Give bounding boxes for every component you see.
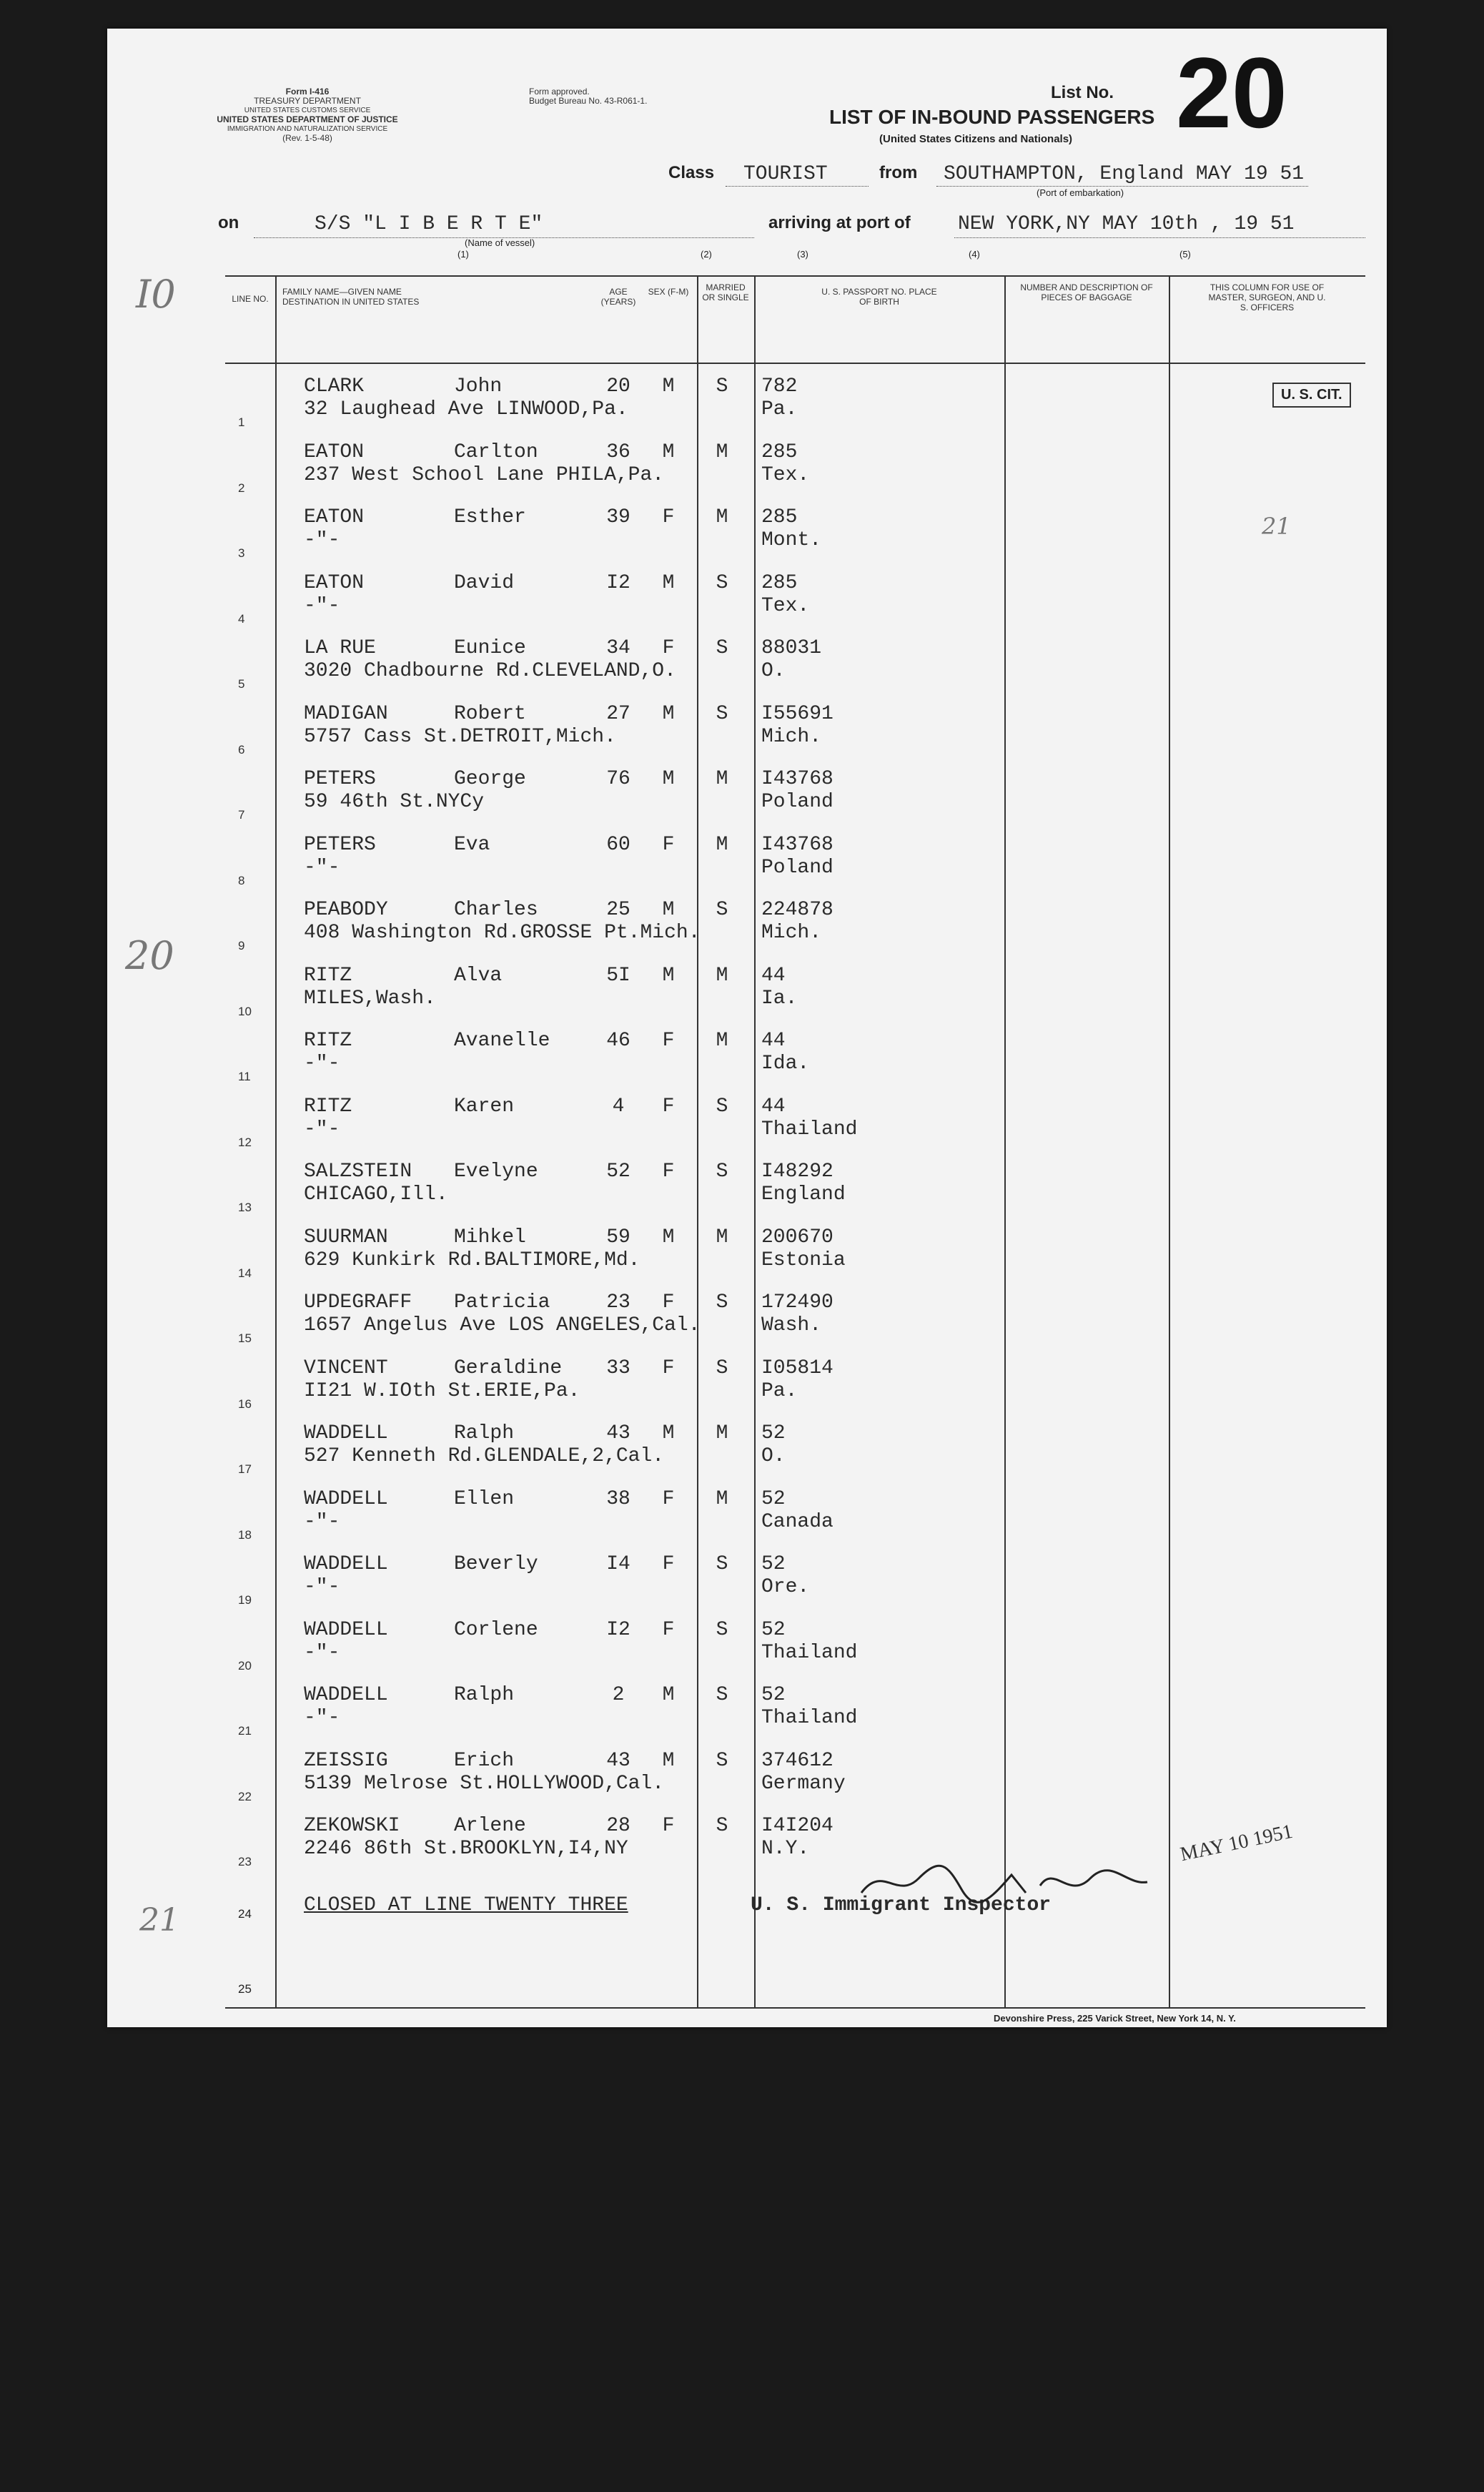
given-name: Avanelle	[454, 1030, 550, 1052]
col-num-3: (3)	[797, 249, 808, 260]
given-name: Evelyne	[454, 1161, 538, 1183]
col-header-family: FAMILY NAME—GIVEN NAME DESTINATION IN UNITED STATES	[282, 287, 420, 307]
destination-address: 32 Laughead Ave LINWOOD,Pa.	[304, 398, 628, 420]
place-of-birth: Tex.	[761, 463, 810, 486]
passport-number: 44	[761, 964, 786, 987]
line-number: 23	[238, 1855, 252, 1868]
line-number: 3	[238, 546, 245, 560]
given-name: Eunice	[454, 637, 526, 659]
sex: F	[662, 637, 675, 659]
family-name: WADDELL	[304, 1684, 388, 1706]
table-row	[225, 499, 1365, 565]
line-number: 12	[238, 1135, 252, 1149]
col-header-age: AGE (YEARS)	[600, 287, 636, 307]
sex: M	[662, 1226, 675, 1249]
sex: M	[662, 768, 675, 790]
line-number: 17	[238, 1462, 252, 1476]
passport-number: 172490	[761, 1291, 833, 1314]
given-name: Beverly	[454, 1553, 538, 1575]
family-name: CLARK	[304, 375, 365, 398]
family-name: RITZ	[304, 1030, 352, 1052]
place-of-birth: Pa.	[761, 1379, 798, 1402]
marital-status: S	[716, 1815, 728, 1837]
passport-number: 285	[761, 506, 798, 528]
family-name: PETERS	[304, 768, 376, 790]
passport-number: 200670	[761, 1226, 833, 1249]
age: 27	[606, 702, 630, 725]
marital-status: S	[716, 1161, 728, 1183]
line-number: 1	[238, 415, 245, 429]
class-underline	[726, 186, 869, 187]
destination-address: 5139 Melrose St.HOLLYWOOD,Cal.	[304, 1772, 665, 1795]
age: 43	[606, 1422, 630, 1444]
table-row	[225, 565, 1365, 631]
marital-status: S	[716, 1553, 728, 1575]
marital-status: S	[716, 637, 728, 659]
table-row	[225, 1350, 1365, 1416]
table-row	[225, 1546, 1365, 1612]
family-name: WADDELL	[304, 1487, 388, 1510]
document-title: LIST OF IN-BOUND PASSENGERS	[829, 106, 1155, 128]
family-name: RITZ	[304, 964, 352, 987]
sex: F	[662, 1815, 675, 1837]
marital-status: M	[716, 768, 728, 790]
marital-status: S	[716, 1356, 728, 1379]
table-row	[225, 1612, 1365, 1678]
destination-address: -"-	[304, 594, 340, 617]
passport-number: I48292	[761, 1161, 833, 1183]
destination-address: -"-	[304, 1641, 340, 1664]
place-of-birth: N.Y.	[761, 1838, 810, 1860]
passport-number: 374612	[761, 1749, 833, 1772]
marital-status: M	[716, 1422, 728, 1444]
from-label: from	[879, 163, 918, 182]
place-of-birth: Pa.	[761, 398, 798, 420]
passport-number: 224878	[761, 899, 833, 921]
table-row	[225, 761, 1365, 827]
table-row	[225, 696, 1365, 762]
place-of-birth: Mich.	[761, 725, 822, 748]
given-name: George	[454, 768, 526, 790]
from-value: SOUTHAMPTON, England MAY 19 51	[944, 163, 1305, 185]
officer-note: 21	[1262, 513, 1291, 540]
given-name: Arlene	[454, 1815, 526, 1837]
form-header-left	[214, 87, 400, 143]
sex: F	[662, 1553, 675, 1575]
age: 5I	[606, 964, 630, 987]
sex: M	[662, 375, 675, 398]
age: 28	[606, 1815, 630, 1837]
age: 4	[612, 1095, 625, 1118]
marital-status: M	[716, 1030, 728, 1052]
ins-label: IMMIGRATION AND NATURALIZATION SERVICE	[227, 125, 388, 133]
treasury-label: TREASURY DEPARTMENT	[254, 96, 361, 106]
family-name: PEABODY	[304, 899, 388, 921]
destination-address: CHICAGO,Ill.	[304, 1183, 448, 1206]
approved-label: Form approved.	[529, 87, 590, 97]
col-num-2: (2)	[701, 249, 712, 260]
destination-address: 408 Washington Rd.GROSSE Pt.Mich.	[304, 922, 701, 944]
place-of-birth: O.	[761, 660, 786, 682]
age: 59	[606, 1226, 630, 1249]
table-row	[225, 827, 1365, 892]
destination-address: -"-	[304, 856, 340, 879]
place-of-birth: Thailand	[761, 1118, 858, 1141]
family-name: WADDELL	[304, 1618, 388, 1641]
destination-address: II21 W.IOth St.ERIE,Pa.	[304, 1379, 580, 1402]
col-num-4: (4)	[969, 249, 980, 260]
marital-status: S	[716, 571, 728, 594]
form-number: Form I-416	[285, 87, 330, 97]
sex: F	[662, 1356, 675, 1379]
family-name: WADDELL	[304, 1553, 388, 1575]
destination-address: 629 Kunkirk Rd.BALTIMORE,Md.	[304, 1249, 640, 1271]
table-row	[225, 1677, 1365, 1743]
age: 43	[606, 1749, 630, 1772]
destination-address: 237 West School Lane PHILA,Pa.	[304, 463, 665, 486]
class-label: Class	[668, 163, 715, 182]
marital-status: M	[716, 1487, 728, 1510]
family-name: SUURMAN	[304, 1226, 388, 1249]
list-number-label: List No.	[1051, 83, 1114, 102]
table-row	[225, 1219, 1365, 1285]
line-number: 11	[238, 1070, 251, 1083]
table-row	[225, 1284, 1365, 1350]
table-row	[225, 1743, 1365, 1808]
age: 76	[606, 768, 630, 790]
line-number-24: 24	[238, 1907, 252, 1921]
passport-number: I4I204	[761, 1815, 833, 1837]
place-of-birth: O.	[761, 1445, 786, 1467]
passport-number: I05814	[761, 1356, 833, 1379]
on-label: on	[218, 213, 239, 232]
marital-status: S	[716, 1095, 728, 1118]
table-row	[225, 957, 1365, 1023]
port-embarkation-label: (Port of embarkation)	[1037, 187, 1124, 198]
marital-status: M	[716, 833, 728, 856]
table-row	[225, 434, 1365, 500]
family-name: UPDEGRAFF	[304, 1291, 412, 1314]
passport-number: 52	[761, 1684, 786, 1706]
destination-address: -"-	[304, 1510, 340, 1533]
col-header-line-no: LINE NO.	[232, 294, 269, 304]
given-name: Eva	[454, 833, 490, 856]
place-of-birth: Mich.	[761, 922, 822, 944]
us-citizen-stamp: U. S. CIT.	[1272, 383, 1351, 408]
margin-note: I0	[136, 272, 176, 317]
age: 36	[606, 440, 630, 463]
passport-number: 52	[761, 1618, 786, 1641]
age: 23	[606, 1291, 630, 1314]
destination-address: 5757 Cass St.DETROIT,Mich.	[304, 725, 616, 748]
from-underline	[936, 186, 1308, 187]
margin-note: 20	[125, 933, 174, 978]
table-row	[225, 892, 1365, 957]
given-name: Corlene	[454, 1618, 538, 1641]
line-number: 10	[238, 1004, 252, 1018]
line-number: 15	[238, 1331, 252, 1345]
place-of-birth: Estonia	[761, 1249, 846, 1271]
col-header-officers: THIS COLUMN FOR USE OF MASTER, SURGEON, AND U. S. OFFICERS	[1208, 282, 1326, 312]
destination-address: MILES,Wash.	[304, 987, 436, 1010]
place-of-birth: England	[761, 1183, 846, 1206]
given-name: Charles	[454, 899, 538, 921]
vessel-name: S/S "L I B E R T E"	[315, 213, 543, 235]
place-of-birth: Ida.	[761, 1053, 810, 1075]
place-of-birth: Mont.	[761, 529, 822, 551]
place-of-birth: Tex.	[761, 594, 810, 617]
sex: F	[662, 1618, 675, 1641]
customs-label: UNITED STATES CUSTOMS SERVICE	[244, 107, 371, 114]
justice-label: UNITED STATES DEPARTMENT OF JUSTICE	[217, 114, 398, 124]
manifest-page	[107, 29, 1387, 2027]
table-row	[225, 630, 1365, 696]
line-number: 14	[238, 1266, 252, 1280]
sex: F	[662, 1030, 675, 1052]
line-number: 5	[238, 677, 245, 691]
destination-address: 527 Kenneth Rd.GLENDALE,2,Cal.	[304, 1445, 665, 1467]
destination-address: 3020 Chadbourne Rd.CLEVELAND,O.	[304, 660, 676, 682]
age: I4	[606, 1553, 630, 1575]
passport-number: 88031	[761, 637, 822, 659]
sex: F	[662, 1487, 675, 1510]
family-name: ZEISSIG	[304, 1749, 388, 1772]
table-row	[225, 368, 1365, 434]
destination-address: -"-	[304, 1118, 340, 1141]
passport-number: I43768	[761, 768, 833, 790]
col-header-baggage: NUMBER AND DESCRIPTION OF PIECES OF BAGGAGE	[1020, 282, 1153, 302]
given-name: Karen	[454, 1095, 515, 1118]
age: 2	[612, 1684, 625, 1706]
place-of-birth: Wash.	[761, 1314, 822, 1336]
closed-text: CLOSED AT LINE TWENTY THREE	[304, 1894, 628, 1916]
form-approval	[529, 87, 647, 106]
table-row	[225, 1153, 1365, 1219]
age: 38	[606, 1487, 630, 1510]
given-name: Ellen	[454, 1487, 515, 1510]
line-number: 19	[238, 1593, 252, 1607]
passport-number: I43768	[761, 833, 833, 856]
given-name: Carlton	[454, 440, 538, 463]
line-number: 6	[238, 742, 245, 757]
class-value: TOURIST	[743, 163, 828, 185]
given-name: Robert	[454, 702, 526, 725]
age: 39	[606, 506, 630, 528]
sex: F	[662, 1291, 675, 1314]
arrival-value: NEW YORK,NY MAY 10th , 19 51	[958, 213, 1295, 235]
place-of-birth: Ia.	[761, 987, 798, 1010]
destination-address: 2246 86th St.BROOKLYN,I4,NY	[304, 1838, 628, 1860]
age: 33	[606, 1356, 630, 1379]
given-name: Erich	[454, 1749, 515, 1772]
table-row	[225, 1481, 1365, 1547]
destination-address: -"-	[304, 529, 340, 551]
arrival-underline	[954, 237, 1365, 238]
given-name: Esther	[454, 506, 526, 528]
inspector-label: U. S. Immigrant Inspector	[751, 1894, 1052, 1916]
line-number: 4	[238, 611, 245, 626]
table-row	[225, 1415, 1365, 1481]
given-name: David	[454, 571, 515, 594]
revision-label: (Rev. 1-5-48)	[282, 133, 332, 143]
place-of-birth: Poland	[761, 791, 833, 813]
line-number-25: 25	[238, 1982, 252, 1996]
table-row	[225, 1088, 1365, 1154]
line-number: 16	[238, 1397, 252, 1411]
marital-status: M	[716, 506, 728, 528]
sex: M	[662, 440, 675, 463]
col-num-5: (5)	[1179, 249, 1191, 260]
marital-status: S	[716, 1684, 728, 1706]
marital-status: S	[716, 375, 728, 398]
marital-status: S	[716, 899, 728, 921]
sex: M	[662, 702, 675, 725]
date-stamp: MAY 10 1951	[1178, 1820, 1295, 1866]
family-name: EATON	[304, 440, 365, 463]
destination-address: -"-	[304, 1707, 340, 1729]
sex: M	[662, 899, 675, 921]
sex: M	[662, 1422, 675, 1444]
age: I2	[606, 571, 630, 594]
line-number: 13	[238, 1201, 252, 1214]
family-name: MADIGAN	[304, 702, 388, 725]
marital-status: M	[716, 1226, 728, 1249]
printer-footer: Devonshire Press, 225 Varick Street, New York 14, N. Y.	[994, 2013, 1236, 2024]
marital-status: S	[716, 1618, 728, 1641]
line-number: 7	[238, 808, 245, 822]
family-name: EATON	[304, 506, 365, 528]
col-header-married: MARRIED OR SINGLE	[702, 282, 749, 302]
given-name: Geraldine	[454, 1356, 563, 1379]
passport-number: 52	[761, 1553, 786, 1575]
destination-address: -"-	[304, 1576, 340, 1598]
sex: F	[662, 506, 675, 528]
sex: M	[662, 571, 675, 594]
given-name: Ralph	[454, 1684, 515, 1706]
passenger-table	[225, 275, 1365, 2009]
marital-status: M	[716, 440, 728, 463]
family-name: LA RUE	[304, 637, 376, 659]
marital-status: S	[716, 1749, 728, 1772]
col-num-1: (1)	[457, 249, 469, 260]
age: 46	[606, 1030, 630, 1052]
inspector-signature	[854, 1850, 1154, 1914]
col-header-sex: SEX (F-M)	[648, 287, 689, 297]
list-number: 20	[1176, 36, 1287, 149]
marital-status: S	[716, 702, 728, 725]
header-rule	[225, 363, 1365, 364]
passport-number: 285	[761, 571, 798, 594]
passport-number: 782	[761, 375, 798, 398]
family-name: RITZ	[304, 1095, 352, 1118]
margin-note: 21	[139, 1902, 179, 1939]
place-of-birth: Ore.	[761, 1576, 810, 1598]
given-name: Ralph	[454, 1422, 515, 1444]
given-name: Alva	[454, 964, 503, 987]
marital-status: S	[716, 1291, 728, 1314]
sex: M	[662, 964, 675, 987]
sex: F	[662, 833, 675, 856]
age: 60	[606, 833, 630, 856]
passport-number: 285	[761, 440, 798, 463]
age: 52	[606, 1161, 630, 1183]
destination-address: 1657 Angelus Ave LOS ANGELES,Cal.	[304, 1314, 701, 1336]
line-number: 18	[238, 1527, 252, 1542]
place-of-birth: Poland	[761, 856, 833, 879]
table-row	[225, 1023, 1365, 1088]
family-name: EATON	[304, 571, 365, 594]
line-number: 22	[238, 1789, 252, 1803]
passport-number: 44	[761, 1095, 786, 1118]
budget-label: Budget Bureau No. 43-R061-1.	[529, 96, 648, 106]
line-number: 9	[238, 939, 245, 952]
family-name: VINCENT	[304, 1356, 388, 1379]
document-subtitle: (United States Citizens and Nationals)	[879, 133, 1073, 145]
place-of-birth: Thailand	[761, 1641, 858, 1664]
sex: M	[662, 1749, 675, 1772]
line-number: 2	[238, 481, 245, 495]
age: 25	[606, 899, 630, 921]
family-name: SALZSTEIN	[304, 1161, 412, 1183]
given-name: Patricia	[454, 1291, 550, 1314]
marital-status: M	[716, 964, 728, 987]
given-name: Mihkel	[454, 1226, 526, 1249]
family-name: WADDELL	[304, 1422, 388, 1444]
passport-number: 52	[761, 1422, 786, 1444]
family-name: PETERS	[304, 833, 376, 856]
age: 34	[606, 637, 630, 659]
place-of-birth: Thailand	[761, 1707, 858, 1729]
line-number: 8	[238, 873, 245, 887]
place-of-birth: Canada	[761, 1510, 833, 1533]
vessel-label: (Name of vessel)	[465, 237, 535, 248]
sex: M	[662, 1684, 675, 1706]
col-header-passport: U. S. PASSPORT NO. PLACE OF BIRTH	[821, 287, 937, 307]
destination-address: -"-	[304, 1053, 340, 1075]
place-of-birth: Germany	[761, 1772, 846, 1795]
passport-number: 44	[761, 1030, 786, 1052]
destination-address: 59 46th St.NYCy	[304, 791, 485, 813]
age: 20	[606, 375, 630, 398]
passport-number: 52	[761, 1487, 786, 1510]
given-name: John	[454, 375, 503, 398]
line-number: 20	[238, 1658, 252, 1673]
family-name: ZEKOWSKI	[304, 1815, 400, 1837]
sex: F	[662, 1095, 675, 1118]
age: I2	[606, 1618, 630, 1641]
passport-number: I55691	[761, 702, 833, 725]
arriving-label: arriving at port of	[768, 213, 911, 232]
sex: F	[662, 1161, 675, 1183]
line-number: 21	[238, 1724, 252, 1738]
